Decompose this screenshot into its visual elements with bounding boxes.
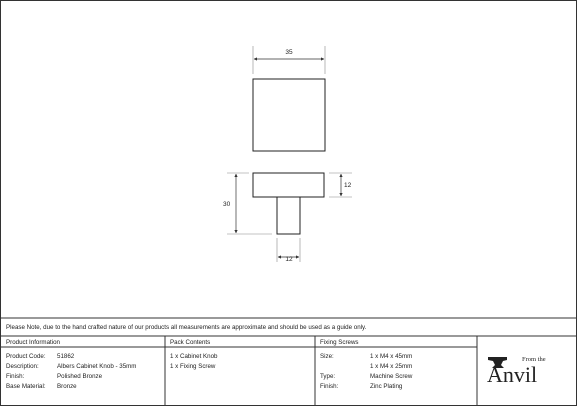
brand-name: Anvil bbox=[487, 362, 538, 387]
anvil-logo bbox=[487, 356, 546, 387]
screw-finish-value: Zinc Plating bbox=[370, 383, 403, 390]
finish-value: Polished Bronze bbox=[57, 373, 103, 380]
screw-size-value-2: 1 x M4 x 25mm bbox=[370, 363, 413, 370]
dim-label-head: 12 bbox=[344, 182, 352, 189]
knob-stem-side-view bbox=[277, 197, 300, 234]
description-label: Description: bbox=[6, 363, 39, 370]
dim-label-width: 35 bbox=[285, 49, 293, 56]
finish-label: Finish: bbox=[6, 373, 25, 380]
fixing-screws-heading: Fixing Screws bbox=[320, 339, 359, 346]
base-material-label: Base Material: bbox=[6, 383, 46, 390]
knob-head-side-view bbox=[253, 173, 324, 197]
measurement-note: Please Note, due to the hand crafted nature of our products all measurements are approximate and should be used as a guide only. bbox=[6, 324, 367, 331]
pack-contents-heading: Pack Contents bbox=[170, 339, 211, 346]
product-code-label: Product Code: bbox=[6, 353, 46, 360]
screw-type-value: Machine Screw bbox=[370, 373, 413, 380]
screw-type-label: Type: bbox=[320, 373, 336, 380]
product-code-value: 51862 bbox=[57, 353, 75, 360]
screw-finish-label: Finish: bbox=[320, 383, 339, 390]
product-info-heading: Product Information bbox=[6, 339, 60, 346]
brand-tagline: From the bbox=[522, 356, 546, 363]
dim-label-total: 30 bbox=[223, 201, 231, 208]
knob-top-view bbox=[253, 79, 325, 151]
screw-size-label: Size: bbox=[320, 353, 334, 360]
base-material-value: Bronze bbox=[57, 383, 77, 390]
pack-item: 1 x Fixing Screw bbox=[170, 363, 216, 370]
description-value: Albers Cabinet Knob - 35mm bbox=[57, 363, 137, 370]
pack-item: 1 x Cabinet Knob bbox=[170, 353, 218, 360]
screw-size-value: 1 x M4 x 45mm bbox=[370, 353, 413, 360]
dim-label-stem: 12 bbox=[285, 256, 293, 263]
